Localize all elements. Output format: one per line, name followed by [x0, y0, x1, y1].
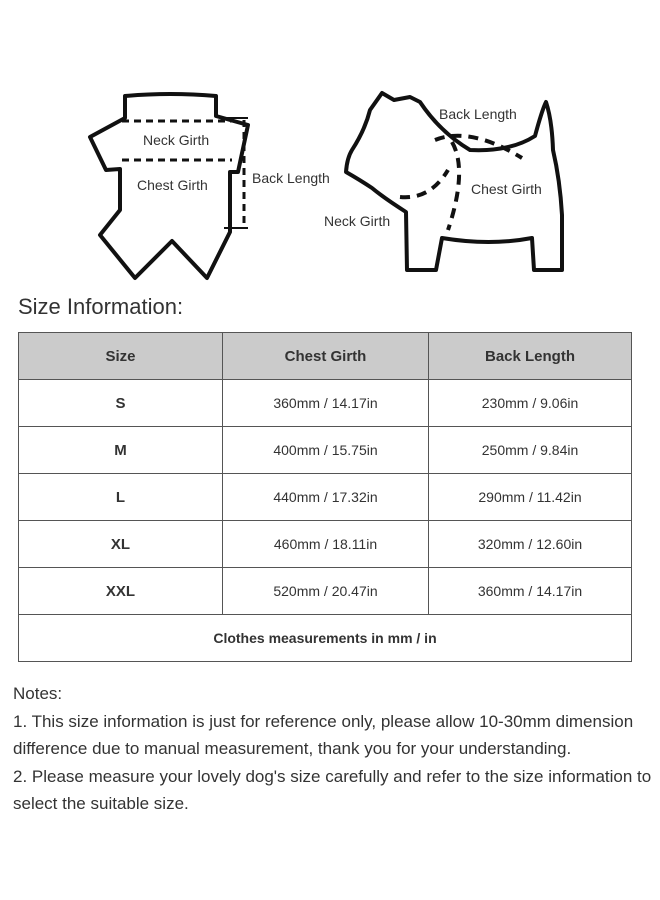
table-row	[19, 568, 632, 615]
note-item: 1. This size information is just for reference only, please allow 10-30mm dimension difference due to manual measurement, thank you for your understanding.	[13, 711, 634, 758]
shirt-chest-girth-label: Chest Girth	[137, 177, 208, 193]
chest-girth-cell: 360mm / 14.17in	[223, 380, 429, 427]
chest-girth-cell: 460mm / 18.11in	[223, 521, 429, 568]
notes-section	[13, 680, 653, 818]
size-information-heading: Size Information:	[18, 294, 184, 319]
back-length-cell: 250mm / 9.84in	[429, 427, 632, 474]
table-row	[19, 474, 632, 521]
size-table	[18, 332, 632, 662]
shirt-neck-girth-label: Neck Girth	[143, 132, 210, 148]
size-cell: XL	[19, 521, 223, 568]
back-length-cell: 360mm / 14.17in	[429, 568, 632, 615]
table-row	[19, 521, 632, 568]
chest-girth-cell: 520mm / 20.47in	[223, 568, 429, 615]
notes-title: Notes:	[13, 684, 63, 703]
header-chest-girth: Chest Girth	[223, 333, 429, 380]
table-row	[19, 427, 632, 474]
dog-chest-girth-label: Chest Girth	[471, 181, 542, 197]
size-cell: S	[19, 380, 223, 427]
back-length-cell: 290mm / 11.42in	[429, 474, 632, 521]
size-cell: M	[19, 427, 223, 474]
back-length-cell: 230mm / 9.06in	[429, 380, 632, 427]
back-length-cell: 320mm / 12.60in	[429, 521, 632, 568]
dog-back-length-label: Back Length	[439, 106, 517, 122]
chest-girth-cell: 400mm / 15.75in	[223, 427, 429, 474]
table-row	[19, 380, 632, 427]
measurement-unit-note: Clothes measurements in mm / in	[19, 615, 632, 662]
chest-girth-cell: 440mm / 17.32in	[223, 474, 429, 521]
measurement-diagram	[0, 0, 660, 290]
size-cell: XXL	[19, 568, 223, 615]
header-size: Size	[19, 333, 223, 380]
shirt-back-length-label: Back Length	[252, 170, 330, 186]
dog-neck-girth-label: Neck Girth	[324, 213, 391, 229]
table-footer-row	[19, 615, 632, 662]
table-header-row	[19, 333, 632, 380]
header-back-length: Back Length	[429, 333, 632, 380]
size-cell: L	[19, 474, 223, 521]
note-item: 2. Please measure your lovely dog's size carefully and refer to the size information to select the suitable size.	[13, 766, 652, 813]
